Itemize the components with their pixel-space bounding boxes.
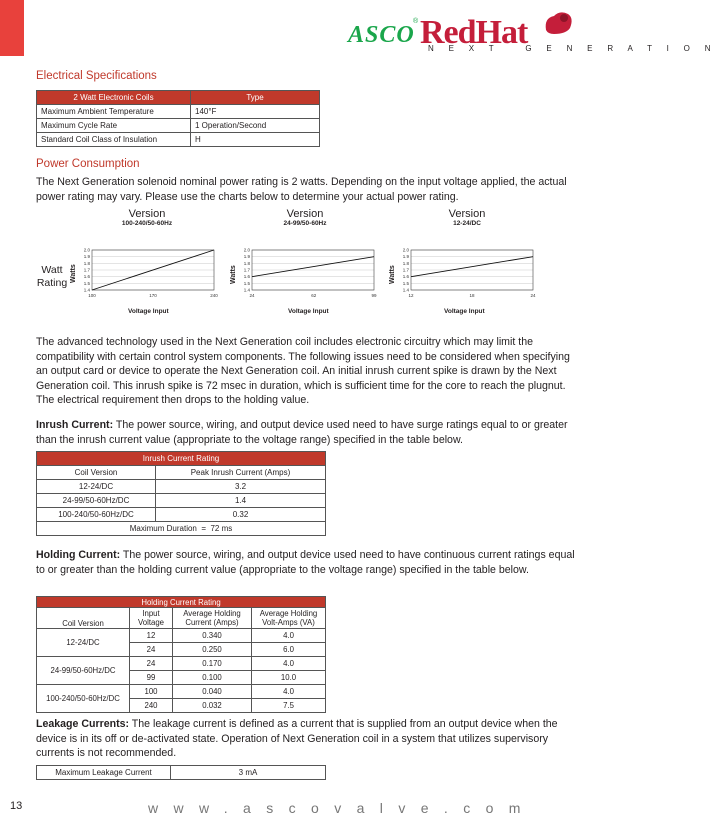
table-row (37, 685, 326, 699)
table-cell: H (191, 133, 320, 147)
table-cell: Standard Coil Class of Insulation (37, 133, 191, 147)
table-cell: 1.4 (156, 494, 326, 508)
x-tick-label: 240 (210, 293, 218, 298)
chart-title: Version (128, 208, 166, 220)
table-header-cell: Coil Version (37, 466, 156, 480)
inrush-current-text (36, 418, 584, 447)
table-cell: 0.040 (173, 685, 252, 699)
table-header-row (37, 91, 320, 105)
table-cell: 100-240/50-60Hz/DC (37, 685, 130, 713)
table-cell: 4.0 (252, 629, 326, 643)
inrush-current-label: Inrush Current: (36, 419, 114, 431)
table-cell: 0.250 (173, 643, 252, 657)
table-row (37, 508, 326, 522)
table-row (37, 657, 326, 671)
chart-3-ylabel: Watts (389, 265, 396, 284)
chart-2 (230, 208, 380, 227)
y-tick-label: 1.8 (243, 260, 250, 266)
y-tick-label: 2.0 (83, 247, 90, 253)
power-consumption-text: The Next Generation solenoid nominal power rating is 2 watts. Depending on the input voltage applied, the actual power rating may vary. Please use the charts below to determine your actual power rating. (36, 176, 567, 203)
y-tick-label: 1.6 (402, 274, 409, 280)
table-header-cell: Peak Inrush Current (Amps) (156, 466, 326, 480)
inrush-table-title: Inrush Current Rating (37, 452, 326, 466)
table-cell: 3 mA (171, 766, 326, 780)
table-cell: 24-99/50-60Hz/DC (37, 494, 156, 508)
table-cell: 24 (130, 643, 173, 657)
x-tick-label: 24 (530, 293, 536, 298)
leakage-current-table (36, 765, 326, 780)
y-tick-label: 1.5 (402, 280, 409, 286)
table-cell: 12-24/DC (37, 629, 130, 657)
chart-1 (72, 208, 222, 227)
page-accent-bar (0, 0, 24, 56)
table-cell: 24 (130, 657, 173, 671)
asco-logo: ASCO (348, 22, 415, 48)
y-tick-label: 1.4 (83, 287, 90, 293)
table-cell: 4.0 (252, 685, 326, 699)
y-tick-label: 1.7 (402, 267, 409, 273)
series-line (411, 257, 533, 277)
x-tick-label: 24 (249, 293, 255, 298)
table-cell: 4.0 (252, 657, 326, 671)
redhat-valve-icon (540, 8, 576, 38)
y-tick-label: 2.0 (402, 247, 409, 253)
holding-current-label: Holding Current: (36, 549, 121, 561)
table-cell: 0.100 (173, 671, 252, 685)
series-line (252, 257, 374, 277)
power-consumption-title: Power Consumption (36, 158, 140, 170)
y-tick-label: 1.6 (83, 274, 90, 280)
table-header-cell: Average Holding Current (Amps) (173, 608, 252, 629)
table-header-row (37, 466, 326, 480)
table-row (37, 766, 326, 780)
leakage-current-body: The leakage current is defined as a current that is supplied from an output device when the device is in its off or de-activated state. Operation of Next Generation coil in a system that utilizes supervisory currents is not recommended. (36, 718, 558, 759)
x-tick-label: 170 (149, 293, 157, 298)
table-cell: 99 (130, 671, 173, 685)
chart-3-xlabel: Voltage Input (444, 308, 485, 315)
table-row (37, 105, 320, 119)
y-tick-label: 1.7 (83, 267, 90, 273)
chart-2-xlabel: Voltage Input (288, 308, 329, 315)
y-tick-label: 1.7 (243, 267, 250, 273)
y-tick-label: 1.5 (83, 280, 90, 286)
holding-current-body: The power source, wiring, and output device used need to have continuous current ratings equal to or greater than the holding current value (appropriate to the voltage range) specified in the table below. (36, 549, 575, 576)
chart-1-ylabel: Watts (70, 264, 77, 283)
chart-2-plot (240, 246, 380, 302)
table-cell: 12 (130, 629, 173, 643)
table-cell: 240 (130, 699, 173, 713)
footer-website: www.ascovalve.com (148, 800, 536, 816)
table-header-cell: Input Voltage (130, 608, 173, 629)
table-cell: Maximum Cycle Rate (37, 119, 191, 133)
redhat-logo: RedHat (420, 14, 528, 51)
table-cell: 6.0 (252, 643, 326, 657)
table-header-cell: Type (191, 91, 320, 105)
x-tick-label: 99 (371, 293, 377, 298)
holding-current-table (36, 596, 326, 713)
chart-title: Version (448, 208, 486, 220)
chart-subtitle: 100-240/50-60Hz (121, 220, 173, 227)
holding-current-text (36, 548, 584, 577)
table-row (37, 629, 326, 643)
brand-tagline: N E X T G E N E R A T I O N (428, 44, 717, 53)
table-cell: 3.2 (156, 480, 326, 494)
inrush-current-body: The power source, wiring, and output device used need to have surge ratings equal to or greater than the inrush current value (appropriate to the voltage range) specified in the table below. (36, 419, 568, 446)
registered-mark: ® (413, 18, 419, 25)
chart-subtitle: 24-99/50-60Hz (283, 220, 327, 227)
table-cell: Maximum Ambient Temperature (37, 105, 191, 119)
electrical-specs-title: Electrical Specifications (36, 70, 157, 82)
y-tick-label: 1.5 (243, 280, 250, 286)
y-tick-label: 1.8 (83, 260, 90, 266)
table-cell: 0.340 (173, 629, 252, 643)
y-tick-label: 1.9 (402, 254, 409, 260)
page-number: 13 (10, 800, 23, 812)
table-header-cell: Coil Version (37, 608, 130, 629)
chart-1-xlabel: Voltage Input (128, 308, 169, 315)
table-row (37, 480, 326, 494)
chart-title: Version (286, 208, 324, 220)
table-cell: 12-24/DC (37, 480, 156, 494)
table-header-cell: Average Holding Volt-Amps (VA) (252, 608, 326, 629)
table-cell: 7.5 (252, 699, 326, 713)
chart-1-plot (80, 246, 220, 302)
table-row (37, 494, 326, 508)
y-tick-label: 1.9 (243, 254, 250, 260)
table-cell: 100 (130, 685, 173, 699)
table-cell: 140°F (191, 105, 320, 119)
leakage-current-label: Leakage Currents: (36, 718, 130, 730)
chart-2-ylabel: Watts (230, 265, 237, 284)
table-cell: 10.0 (252, 671, 326, 685)
table-header-row (37, 608, 326, 629)
table-cell: 1 Operation/Second (191, 119, 320, 133)
table-header-cell: 2 Watt Electronic Coils (37, 91, 191, 105)
table-cell: 0.032 (173, 699, 252, 713)
chart-3-plot (399, 246, 539, 302)
table-row (37, 133, 320, 147)
table-cell: Maximum Leakage Current (37, 766, 171, 780)
holding-table-title: Holding Current Rating (37, 597, 326, 608)
leakage-current-text (36, 717, 584, 761)
table-row (37, 119, 320, 133)
x-tick-label: 12 (408, 293, 414, 298)
inrush-current-table (36, 451, 326, 536)
y-tick-label: 1.4 (243, 287, 250, 293)
table-cell: 0.170 (173, 657, 252, 671)
y-tick-label: 1.9 (83, 254, 90, 260)
table-cell: 24-99/50-60Hz/DC (37, 657, 130, 685)
watt-rating-label: Watt Rating (36, 264, 68, 289)
table-cell: 0.32 (156, 508, 326, 522)
x-tick-label: 18 (469, 293, 475, 298)
advanced-technology-text: The advanced technology used in the Next Generation coil includes electronic circuitry which may limit the compatibility with certain control system components. The following issues need to be considered when specifying an output card or device to operate the Next Generation coil. An initial inrush current spike is drawn by the Next Generation coil. This inrush spike is 72 msec in duration, which is sufficient time for the core to reach the plugnut. The electrical requirement then drops to the holding value. (36, 336, 570, 406)
x-tick-label: 100 (88, 293, 96, 298)
electrical-specs-table (36, 90, 320, 147)
table-cell: 100-240/50-60Hz/DC (37, 508, 156, 522)
x-tick-label: 62 (311, 293, 317, 298)
chart-3 (392, 208, 542, 227)
y-tick-label: 1.8 (402, 260, 409, 266)
y-tick-label: 1.6 (243, 274, 250, 280)
y-tick-label: 1.4 (402, 287, 409, 293)
inrush-max-duration: Maximum Duration = 72 ms (37, 522, 326, 536)
table-row (37, 522, 326, 536)
chart-subtitle: 12-24/DC (453, 220, 481, 227)
y-tick-label: 2.0 (243, 247, 250, 253)
